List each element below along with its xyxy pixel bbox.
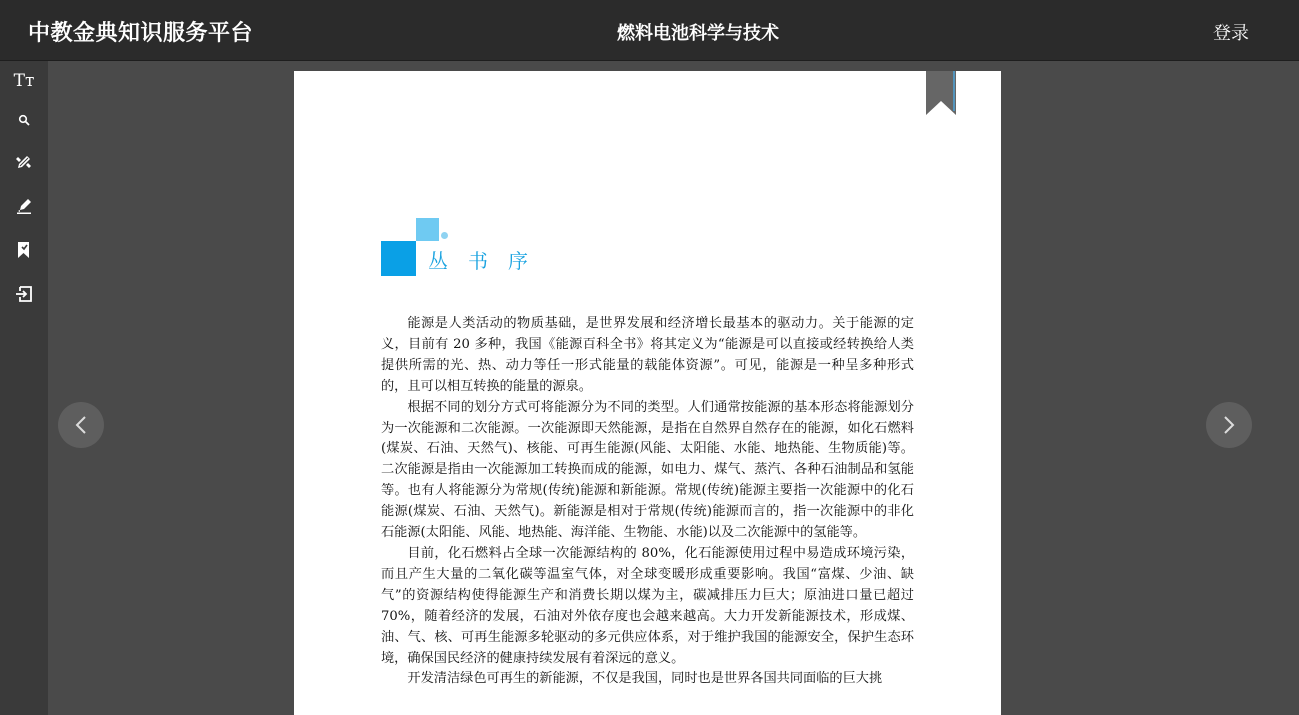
tool-sidebar	[0, 61, 48, 715]
pencil-ruler-icon	[16, 154, 32, 170]
paragraph: 能源是人类活动的物质基础，是世界发展和经济增长最基本的驱动力。关于能源的定义，目前有 20 多种，我国《能源百科全书》将其定义为“能源是可以直接或经转换给人类提供所需的光、热、动力等任一形式能量的载能体资源”。可见，能源是一种呈多种形式的，且可以相互转换的能量的源泉。	[381, 316, 914, 394]
search-icon	[18, 114, 30, 126]
exit-icon	[15, 286, 33, 302]
book-page	[294, 71, 1001, 715]
login-button[interactable]: 登录	[1213, 23, 1249, 44]
font-size-button[interactable]	[0, 66, 48, 96]
page-bookmark-icon[interactable]	[926, 71, 956, 115]
section-logo-dot	[441, 232, 448, 239]
annotate-button[interactable]	[0, 147, 48, 177]
bookmark-icon	[17, 242, 31, 258]
section-title: 丛书序	[428, 249, 548, 273]
font-size-icon: Tт	[13, 71, 35, 91]
brand-title[interactable]: 中教金典知识服务平台	[28, 21, 254, 46]
prev-page-button[interactable]	[58, 402, 104, 448]
page-viewer	[48, 61, 1299, 715]
page-body	[381, 314, 914, 690]
section-logo-square-small	[416, 218, 439, 241]
highlighter-icon	[16, 198, 32, 214]
highlight-button[interactable]	[0, 191, 48, 221]
paragraph: 开发清洁绿色可再生的新能源，不仅是我国，同时也是世界各国共同面临的巨大挑	[407, 671, 883, 687]
bookmarks-button[interactable]	[0, 235, 48, 265]
search-button[interactable]	[0, 105, 48, 135]
exit-button[interactable]	[0, 279, 48, 309]
book-title: 燃料电池科学与技术	[617, 23, 779, 44]
section-logo-square	[381, 241, 416, 276]
next-page-button[interactable]	[1206, 402, 1252, 448]
paragraph: 目前，化石燃料占全球一次能源结构的 80%，化石能源使用过程中易造成环境污染，而且产生大量的二氧化碳等温室气体，对全球变暖形成重要影响。我国“富煤、少油、缺气”的资源结构使得能源生产和消费长期以煤为主，碳减排压力巨大；原油进口量已超过 70%，随着经济的发展，石油对外依存度也会越来越高。大力开发新能源技术，形成煤、油、气、核、可再生能源多轮驱动的多元供应体系，对于维护我国的能源安全，保护生态环境，确保国民经济的健康持续发展有着深远的意义。	[381, 545, 914, 666]
chevron-right-icon	[1222, 415, 1236, 435]
top-bar	[0, 0, 1299, 61]
paragraph: 根据不同的划分方式可将能源分为不同的类型。人们通常按能源的基本形态将能源划分为一次能源和二次能源。一次能源即天然能源，是指在自然界自然存在的能源，如化石燃料(煤炭、石油、天然气)、核能、可再生能源(风能、太阳能、水能、地热能、生物质能)等。二次能源是指由一次能源加工转换而成的能源，如电力、煤气、蒸汽、各种石油制品和氢能等。也有人将能源分为常规(传统)能源和新能源。常规(传统)能源主要指一次能源中的化石能源(煤炭、石油、天然气)。新能源是相对于常规(传统)能源而言的，指一次能源中的非化石能源(太阳能、风能、地热能、海洋能、生物能、水能)以及二次能源中的氢能等。	[381, 399, 914, 541]
chevron-left-icon	[74, 415, 88, 435]
